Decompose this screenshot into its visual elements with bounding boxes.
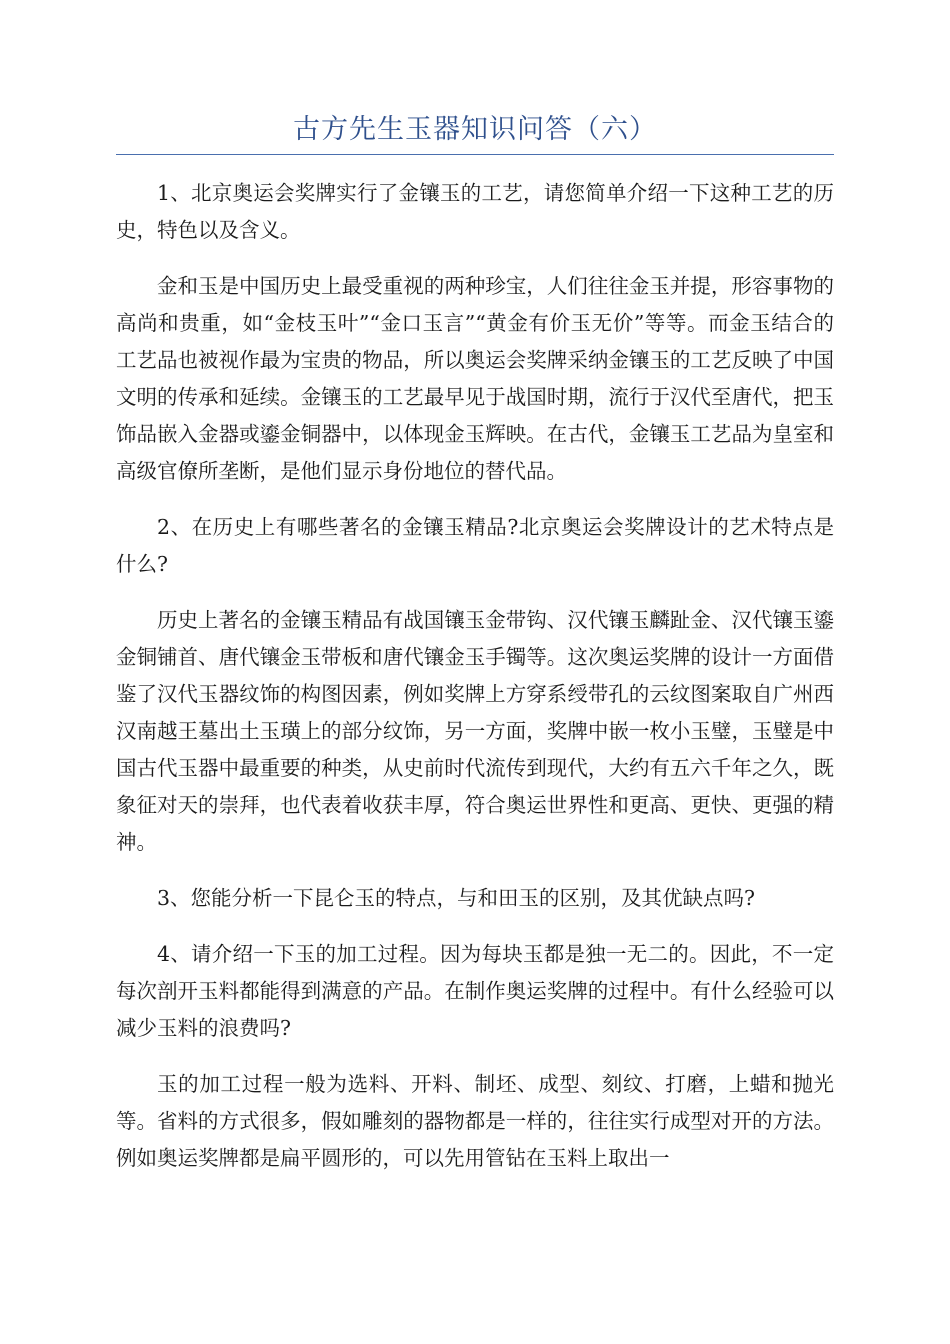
question-3: 3、您能分析一下昆仑玉的特点，与和田玉的区别，及其优缺点吗? — [157, 886, 756, 910]
document-title: 古方先生玉器知识问答（六） — [293, 114, 657, 145]
answer-1: 金和玉是中国历史上最受重视的两种珍宝，人们往往金玉并提，形容事物的高尚和贵重，如“金枝玉叶”“金口玉言”“黄金有价玉无价”等等。而金玉结合的工艺品也被视作最为宝贵的物品，所以奥运会奖牌采纳金镶玉的工艺反映了中国文明的传承和延续。金镶玉的工艺最早见于战国时期，流行于汉代至唐代，把玉饰品嵌入金器或鎏金铜器中，以体现金玉辉映。在古代，金镶玉工艺品为皇室和高级官僚所垄断，是他们显示身份地位的替代品。 — [116, 274, 834, 483]
title-underline — [116, 154, 834, 155]
answer-4: 玉的加工过程一般为选料、开料、制坯、成型、刻纹、打磨，上蜡和抛光等。省料的方式很多，假如雕刻的器物都是一样的，往往实行成型对开的方法。例如奥运奖牌都是扁平圆形的，可以先用管钻在玉料上取出一 — [116, 1072, 834, 1170]
answer-2: 历史上著名的金镶玉精品有战国镶玉金带钩、汉代镶玉麟趾金、汉代镶玉鎏金铜铺首、唐代镶金玉带板和唐代镶金玉手镯等。这次奥运奖牌的设计一方面借鉴了汉代玉器纹饰的构图因素，例如奖牌上方穿系绶带孔的云纹图案取自广州西汉南越王墓出土玉璜上的部分纹饰，另一方面，奖牌中嵌一枚小玉璧，玉璧是中国古代玉器中最重要的种类，从史前时代流传到现代，大约有五六千年之久，既象征对天的崇拜，也代表着收获丰厚，符合奥运世界性和更高、更快、更强的精神。 — [116, 608, 834, 854]
question-2: 2、在历史上有哪些著名的金镶玉精品?北京奥运会奖牌设计的艺术特点是什么? — [116, 515, 834, 576]
document-page — [116, 110, 834, 1177]
question-1: 1、北京奥运会奖牌实行了金镶玉的工艺，请您简单介绍一下这种工艺的历史，特色以及含义。 — [116, 181, 834, 242]
question-4: 4、请介绍一下玉的加工过程。因为每块玉都是独一无二的。因此，不一定每次剖开玉料都能得到满意的产品。在制作奥运奖牌的过程中。有什么经验可以减少玉料的浪费吗? — [116, 942, 834, 1040]
